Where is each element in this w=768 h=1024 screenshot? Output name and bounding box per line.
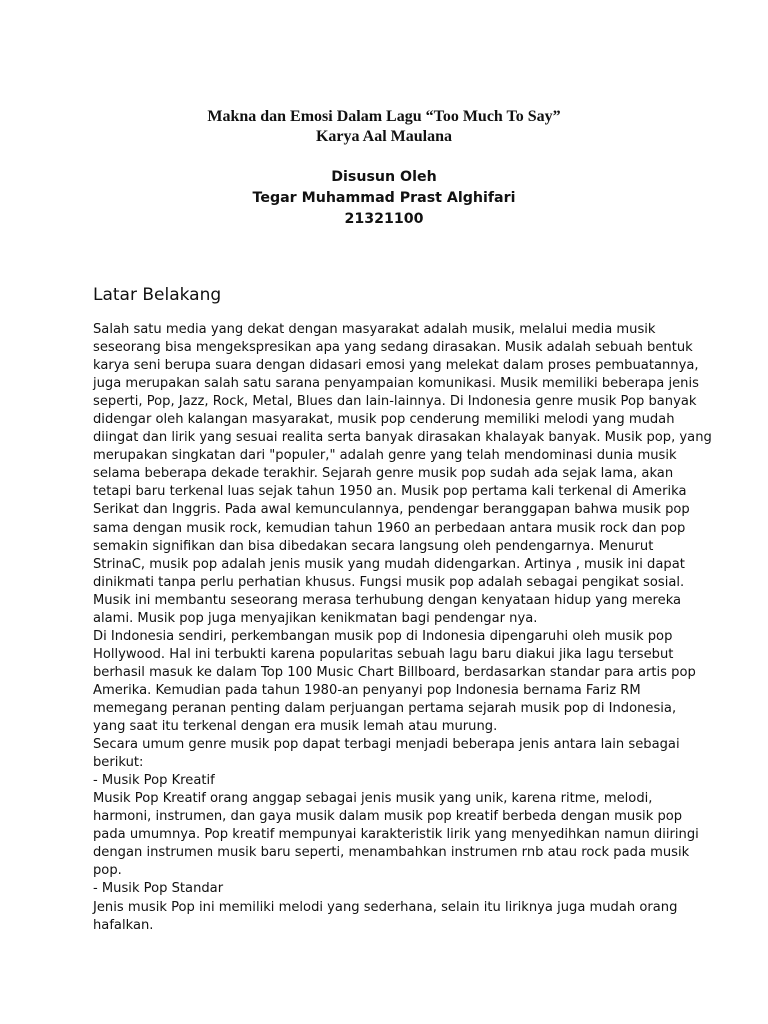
body-line: StrinaC, musik pop adalah jenis musik yang mudah didengarkan. Artinya , musik ini dapat <box>93 556 685 572</box>
author-name: Tegar Muhammad Prast Alghifari <box>252 190 516 206</box>
body-line: memegang peranan penting dalam perjuangan pertama sejarah musik pop di Indonesia, <box>93 700 677 716</box>
title-line: Karya Aal Maulana <box>315 128 452 145</box>
body-line: Hollywood. Hal ini terbukti karena popularitas sebuah lagu baru diakui jika lagu tersebut <box>93 646 674 662</box>
body-line: seseorang bisa mengekspresikan apa yang sedang dirasakan. Musik adalah sebuah bentuk <box>93 340 693 356</box>
body-line: hafalkan. <box>93 917 154 933</box>
body-line: Jenis musik Pop ini memiliki melodi yang sederhana, selain itu liriknya juga mudah orang <box>93 899 678 915</box>
body-line: didengar oleh kalangan masyarakat, musik pop cenderung memiliki melodi yang mudah <box>93 412 675 428</box>
body-line: - Musik Pop Standar <box>93 881 224 897</box>
title-line: Makna dan Emosi Dalam Lagu “Too Much To Say” <box>207 108 561 125</box>
body-line: Secara umum genre musik pop dapat terbagi menjadi beberapa jenis antara lain sebagai <box>93 737 680 753</box>
body-line: Salah satu media yang dekat dengan masyarakat adalah musik, melalui media musik <box>93 322 656 337</box>
body-line: pop. <box>93 863 122 879</box>
body-line: diingat dan lirik yang sesuai realita serta banyak dirasakan khalayak banyak. Musik pop, yang <box>93 430 712 446</box>
body-line: karya seni berupa suara dengan didasari emosi yang melekat dalam proses pembuatannya, <box>93 358 699 374</box>
body-line: Musik ini membantu seseorang merasa terhubung dengan kenyataan hidup yang mereka <box>93 592 682 608</box>
body-line: seperti, Pop, Jazz, Rock, Metal, Blues dan lain-lainnya. Di Indonesia genre musik Pop banyak <box>93 394 697 410</box>
body-line: juga merupakan salah satu sarana penyampaian komunikasi. Musik memiliki beberapa jenis <box>93 376 699 392</box>
body-line: dinikmati tanpa perlu perhatian khusus. Fungsi musik pop adalah sebagai pengikat sosial. <box>93 574 685 590</box>
body-line: merupakan singkatan dari "populer," adalah genre yang telah mendominasi dunia musik <box>93 448 677 464</box>
body-line: alami. Musik pop juga menyajikan kenikmatan bagi pendengar nya. <box>93 610 538 626</box>
body-line: Amerika. Kemudian pada tahun 1980-an penyanyi pop Indonesia bernama Fariz RM <box>93 682 641 698</box>
body-line: sama dengan musik rock, kemudian tahun 1960 an perbedaan antara musik rock dan pop <box>93 520 686 536</box>
body-line: Di Indonesia sendiri, perkembangan musik pop di Indonesia dipengaruhi oleh musik pop <box>93 628 673 644</box>
body-line: semakin signifikan dan bisa dibedakan secara langsung oleh pendengarnya. Menurut <box>93 538 654 554</box>
body-line: selama beberapa dekade terakhir. Sejarah genre musik pop sudah ada sejak lama, akan <box>93 466 674 482</box>
body-line: berikut: <box>93 755 144 771</box>
body-line: pada umumnya. Pop kreatif mempunyai karakteristik lirik yang menyedihkan namun diiringi <box>93 827 699 843</box>
body-line: Serikat dan Inggris. Pada awal kemunculannya, pendengar beranggapan bahwa musik pop <box>93 502 690 518</box>
author-label: Disusun Oleh <box>331 169 437 185</box>
section-heading: Latar Belakang <box>93 285 222 305</box>
document-title <box>0 107 768 147</box>
body-line: Musik Pop Kreatif orang anggap sebagai jenis musik yang unik, karena ritme, melodi, <box>93 791 653 807</box>
body-text <box>93 321 712 935</box>
body-line: harmoni, instrumen, dan gaya musik dalam musik pop kreatif berbeda dengan musik pop <box>93 809 683 825</box>
author-id: 21321100 <box>344 211 424 227</box>
body-line: dengan instrumen musik baru seperti, menambahkan instrumen rnb atau rock pada musik <box>93 845 690 861</box>
body-line: - Musik Pop Kreatif <box>93 773 215 789</box>
body-line: yang saat itu terkenal dengan era musik lemah atau murung. <box>93 719 498 735</box>
body-line: tetapi baru terkenal luas sejak tahun 1950 an. Musik pop pertama kali terkenal di Amerika <box>93 484 687 500</box>
body-line: berhasil masuk ke dalam Top 100 Music Chart Billboard, berdasarkan standar para artis pop <box>93 664 696 680</box>
author-info <box>0 167 768 230</box>
